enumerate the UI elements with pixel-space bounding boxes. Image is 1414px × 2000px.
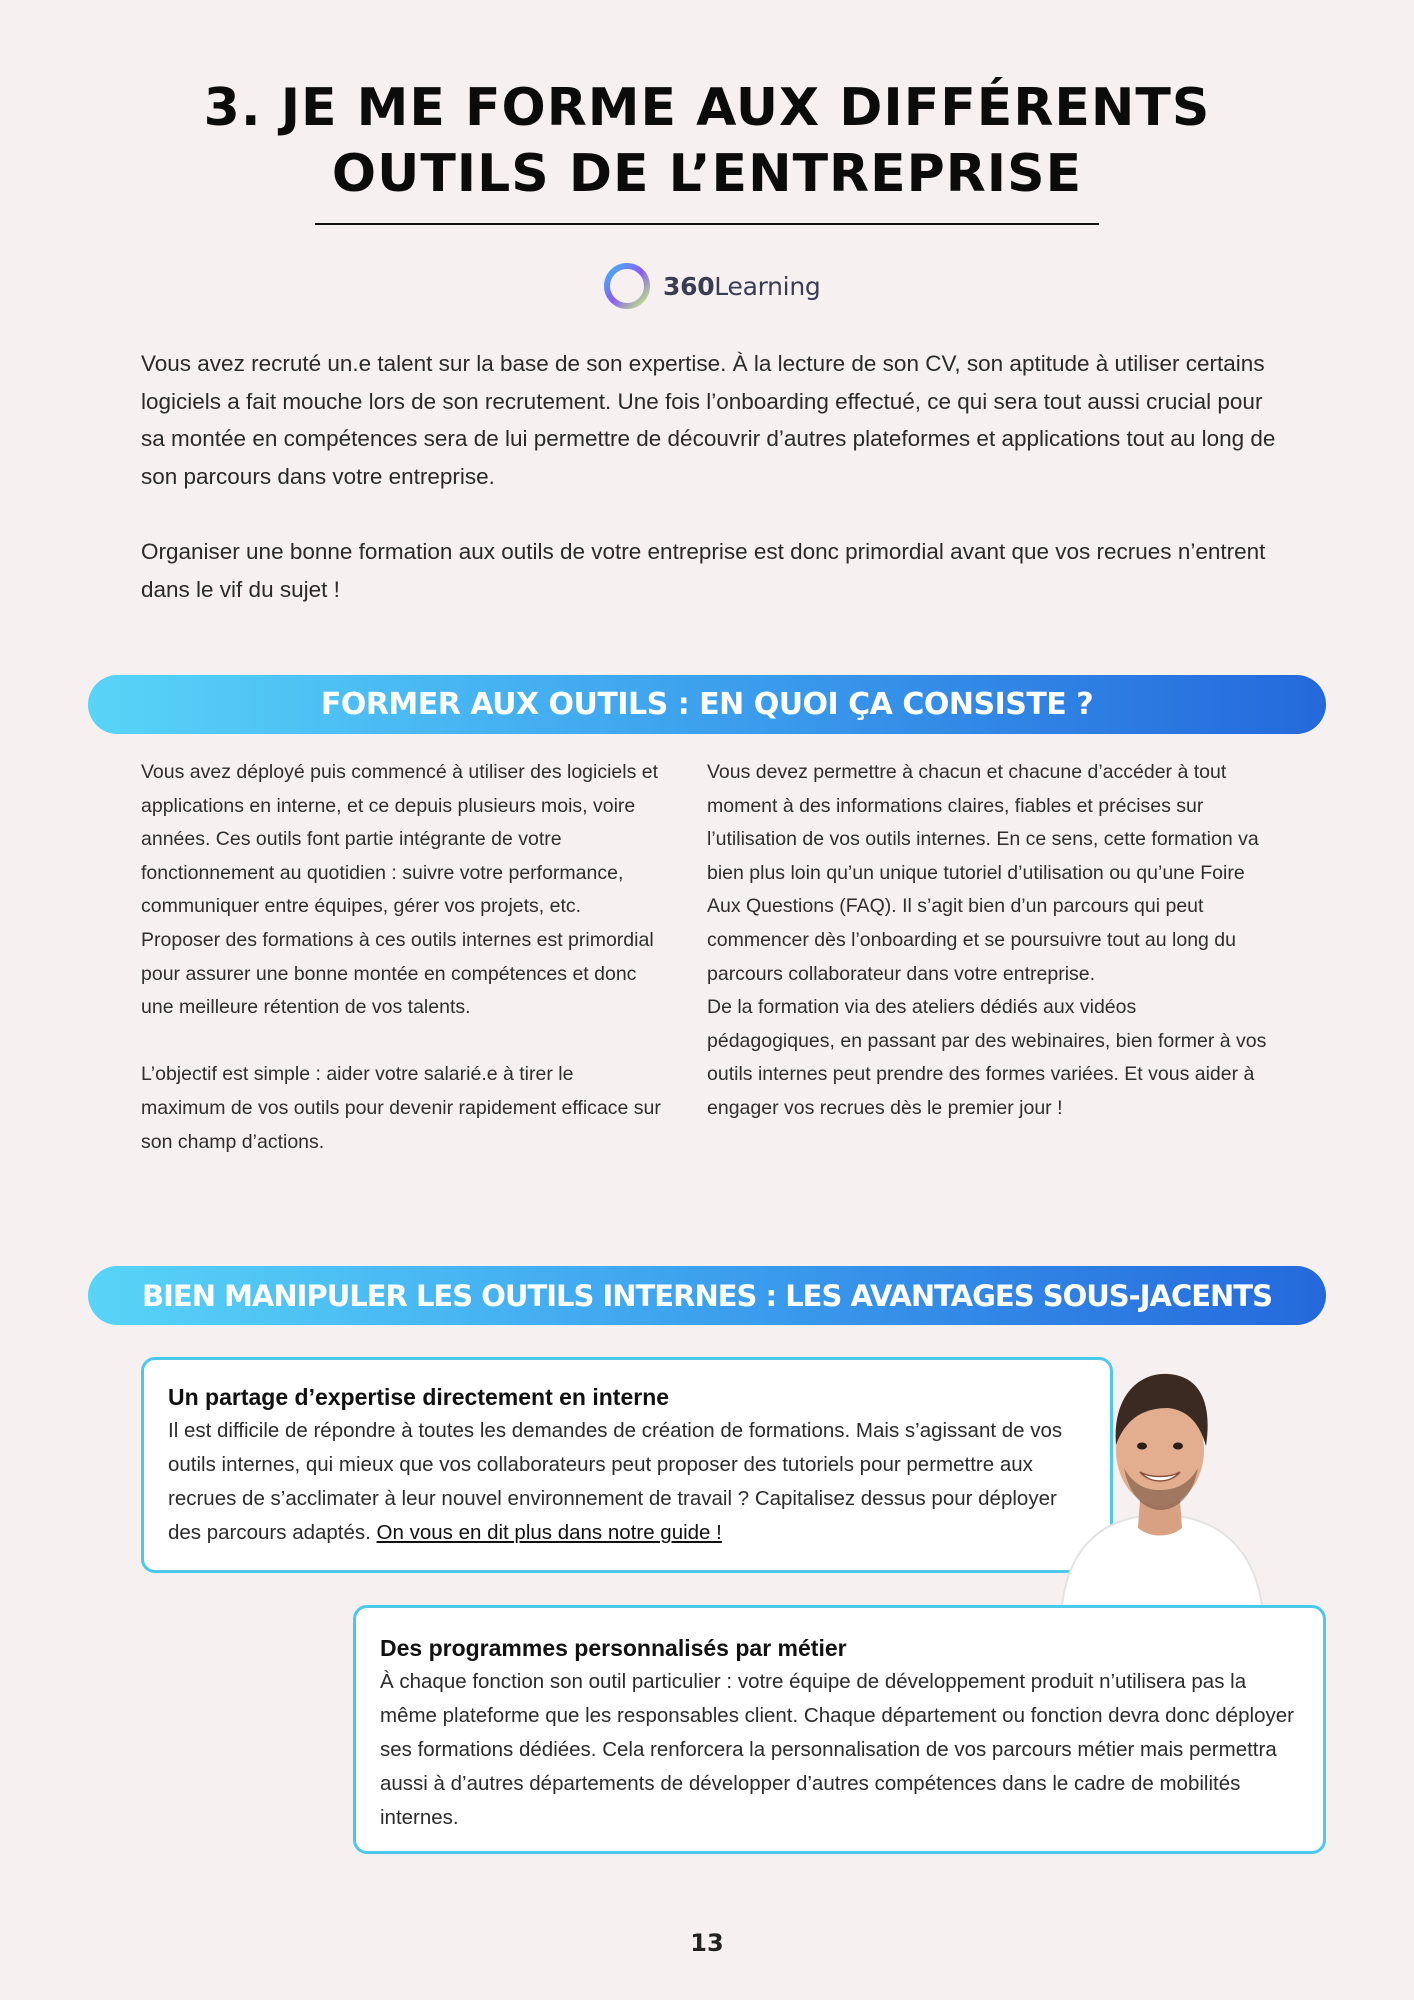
advantage-card-2	[353, 1605, 1326, 1854]
advantage-card-1-text: Il est difficile de répondre à toutes les demandes de création de formations. Mais s’agissant de vos outils internes, qui mieux que vos collaborateurs peut proposer des tutoriels pour permettre aux recrues de s’acclimater à leur nouvel environnement de travail ? Capitalisez dessus pour déployer des parcours adaptés.	[168, 1419, 1063, 1544]
advantage-card-1	[141, 1357, 1113, 1573]
brand-logo-block	[602, 261, 820, 311]
advantage-card-2-title: Des programmes personnalisés par métier	[380, 1635, 847, 1661]
page-title-line-1: 3. JE ME FORME AUX DIFFÉRENTS	[203, 78, 1211, 138]
page-number: 13	[690, 1929, 724, 1957]
advantage-card-2-body: À chaque fonction son outil particulier : votre équipe de développement produit n’utilisera pas la même plateforme que les responsables client. Chaque département ou fonction devra donc déployer ses formations dédiées. Cela renforcera la personnalisation de vos parcours métier mais permettra aussi à d’autres départements de développer d’autres compétences dans le cadre de mobilités internes.	[380, 1670, 1294, 1829]
section-2-heading: BIEN MANIPULER LES OUTILS INTERNES : LES AVANTAGES SOUS-JACENTS	[142, 1278, 1272, 1313]
section-1-right-paragraph-1: Vous devez permettre à chacun et chacune d’accéder à tout moment à des informations claires, fiables et précises sur l’utilisation de vos outils internes. En ce sens, cette formation va bien plus loin qu’un unique tutoriel d’utilisation ou qu’une Foire Aux Questions (FAQ). Il s’agit bien d’un parcours qui peut commencer dès l’onboarding et se poursuivre tout au long du parcours collaborateur dans votre entreprise.	[707, 761, 1259, 985]
section-1-right-paragraph-2: De la formation via des ateliers dédiés aux vidéos pédagogiques, en passant par des webinaires, bien former à vos outils internes peut prendre des formes variées. Et vous aider à engager vos recrues dès le premier jour !	[707, 996, 1267, 1119]
guide-link[interactable]: On vous en dit plus dans notre guide !	[376, 1521, 722, 1544]
section-1-heading: FORMER AUX OUTILS : EN QUOI ÇA CONSISTE ?	[320, 687, 1094, 722]
advantage-card-1-body	[168, 1414, 1088, 1550]
section-heading-band-1	[88, 675, 1326, 734]
brand-name	[663, 272, 820, 301]
360learning-ring-logo-icon	[602, 261, 652, 311]
brand-name-bold: 360	[663, 271, 715, 301]
section-1-left-paragraph-2: Proposer des formations à ces outils internes est primordial pour assurer une bonne montée en compétences et donc une meilleure rétention de vos talents.	[141, 928, 654, 1019]
page-title-line-2: OUTILS DE L’ENTREPRISE	[331, 144, 1083, 204]
smiling-man-photo	[1040, 1350, 1280, 1605]
section-1-left-paragraph-1: Vous avez déployé puis commencé à utiliser des logiciels et applications en interne, et ce depuis plusieurs mois, voire années. Ces outils font partie intégrante de votre fonctionnement au quotidien : suivre votre performance, communiquer entre équipes, gérer vos projets, etc.	[141, 761, 659, 918]
intro-paragraph-1: Vous avez recruté un.e talent sur la base de son expertise. À la lecture de son CV, son aptitude à utiliser certains logiciels a fait mouche lors de son recrutement. Une fois l’onboarding effectué, ce qui sera tout aussi crucial pour sa montée en compétences sera de lui permettre de découvrir d’autres plateformes et applications tout au long de son parcours dans votre entreprise.	[141, 351, 1276, 489]
brand-name-light: Learning	[714, 271, 821, 301]
section-heading-band-2	[88, 1266, 1326, 1325]
intro-text	[141, 345, 1281, 608]
section-1-left-column	[141, 756, 661, 1159]
title-divider	[315, 223, 1099, 225]
page-title	[140, 75, 1274, 207]
intro-paragraph-2: Organiser une bonne formation aux outils de votre entreprise est donc primordial avant que vos recrues n’entrent dans le vif du sujet !	[141, 539, 1266, 602]
advantage-card-1-title: Un partage d’expertise directement en interne	[168, 1384, 670, 1410]
section-1-left-paragraph-3: L’objectif est simple : aider votre salarié.e à tirer le maximum de vos outils pour devenir rapidement efficace sur son champ d’actions.	[141, 1063, 661, 1153]
section-1-right-column	[707, 756, 1267, 1126]
